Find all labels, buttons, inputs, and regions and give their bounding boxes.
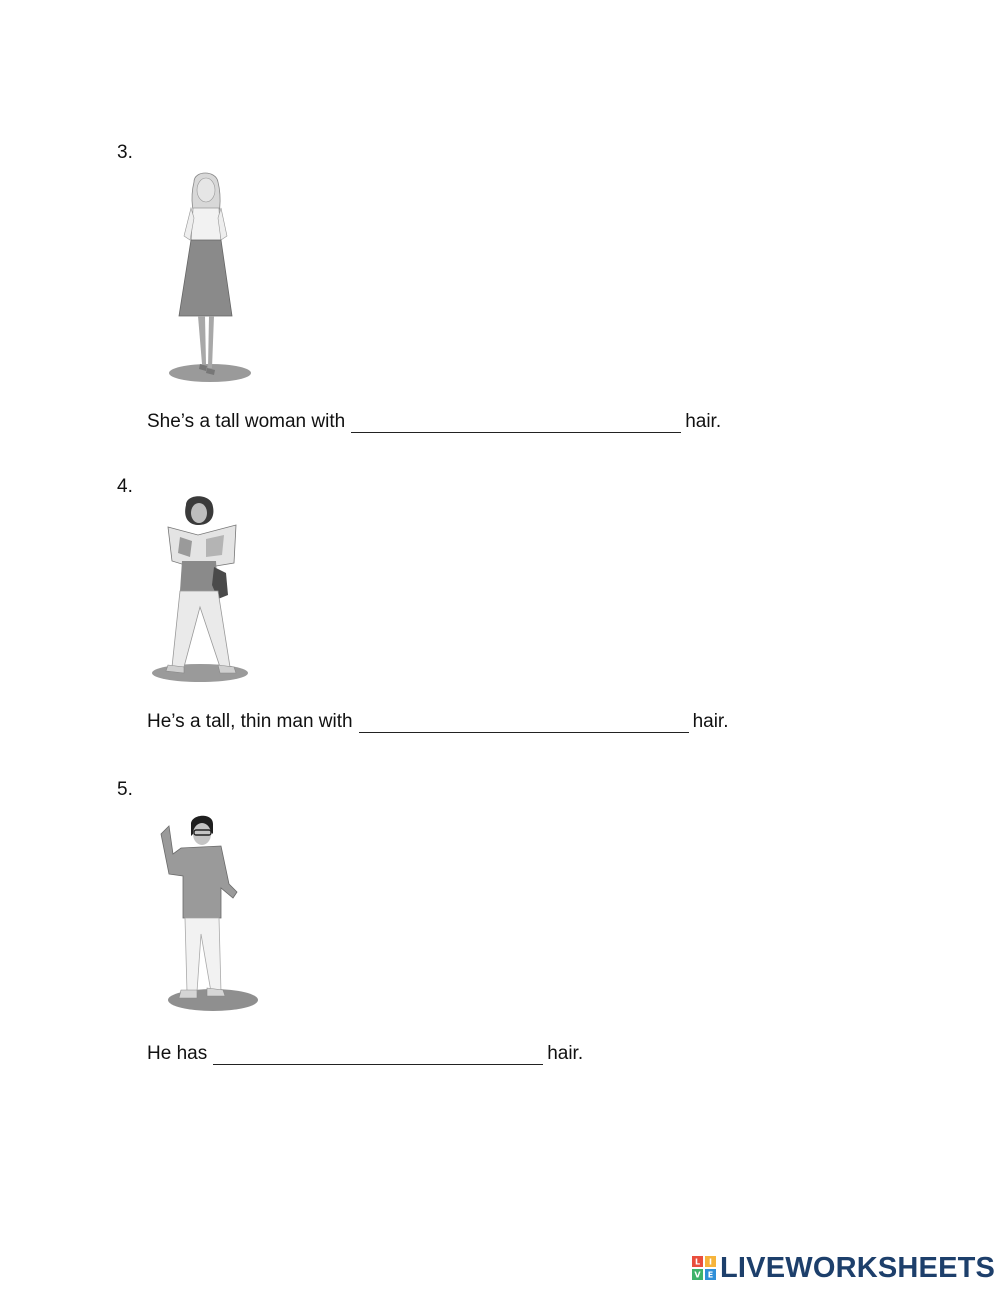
item-3-answer-input[interactable]: [351, 412, 681, 433]
item-3-sentence: [147, 411, 721, 433]
item-5-sentence: [147, 1043, 583, 1065]
item-3-number: 3.: [117, 142, 133, 163]
item-5-answer-input[interactable]: [213, 1044, 543, 1065]
item-4-answer-input[interactable]: [359, 712, 689, 733]
item-4-number: 4.: [117, 476, 133, 497]
svg-text:I: I: [709, 1257, 712, 1267]
woman-figure-image: [164, 168, 256, 386]
live-blocks-icon: [692, 1256, 716, 1280]
item-5-text-before: He has: [147, 1043, 208, 1064]
liveworksheets-logo: [692, 1252, 995, 1284]
item-4-text-after: hair.: [692, 711, 729, 732]
item-3-text-after: hair.: [685, 411, 722, 432]
man-reading-figure-image: [150, 495, 252, 685]
item-3-text-before: She’s a tall woman with: [147, 411, 346, 432]
item-5-number: 5.: [117, 779, 133, 800]
item-4-sentence: [147, 711, 729, 733]
brand-name: LIVEWORKSHEETS: [720, 1251, 996, 1284]
man-waving-figure-image: [155, 814, 261, 1014]
item-5-text-after: hair.: [547, 1043, 584, 1064]
svg-text:V: V: [694, 1270, 701, 1280]
item-4-text-before: He’s a tall, thin man with: [147, 711, 353, 732]
svg-text:E: E: [707, 1270, 714, 1280]
svg-text:L: L: [694, 1257, 701, 1267]
